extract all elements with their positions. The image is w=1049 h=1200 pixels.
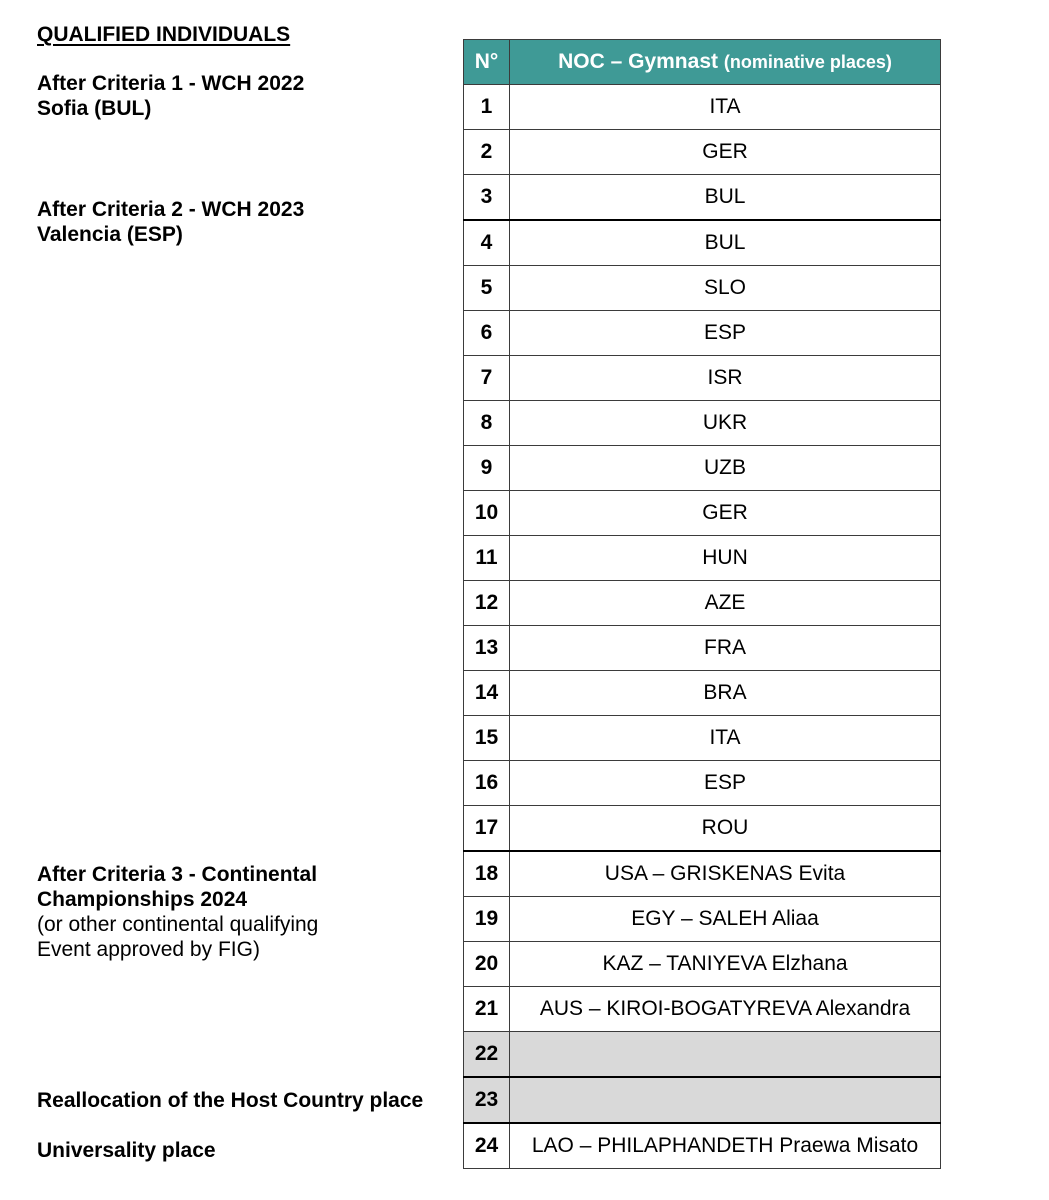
row-value: BUL	[510, 220, 941, 266]
table-row-empty	[464, 1032, 941, 1078]
row-number: 14	[464, 671, 510, 716]
row-value: UKR	[510, 401, 941, 446]
row-number: 24	[464, 1123, 510, 1169]
row-value: GER	[510, 130, 941, 175]
criteria-3-line-3: (or other continental qualifying	[37, 913, 319, 936]
row-number: 2	[464, 130, 510, 175]
table-row-empty	[464, 1077, 941, 1123]
header-main-text: NOC – Gymnast	[558, 50, 718, 73]
table-row	[464, 897, 941, 942]
row-number: 20	[464, 942, 510, 987]
table-row	[464, 671, 941, 716]
qualification-table	[463, 39, 941, 1169]
row-value: ESP	[510, 761, 941, 806]
row-value: BRA	[510, 671, 941, 716]
header-sub-text: (nominative places)	[723, 52, 892, 72]
row-value: ITA	[510, 716, 941, 761]
row-number: 10	[464, 491, 510, 536]
row-value	[510, 1077, 941, 1123]
table-row	[464, 356, 941, 401]
criteria-2-line-2: Valencia (ESP)	[37, 223, 183, 246]
row-value: EGY – SALEH Aliaa	[510, 897, 941, 942]
criteria-1-line-2: Sofia (BUL)	[37, 97, 152, 120]
table-row	[464, 581, 941, 626]
table-row	[464, 851, 941, 897]
row-value: BUL	[510, 175, 941, 221]
row-number: 9	[464, 446, 510, 491]
table-row	[464, 311, 941, 356]
row-value	[510, 1032, 941, 1078]
row-number: 16	[464, 761, 510, 806]
criteria-2-label	[37, 197, 447, 247]
row-number: 12	[464, 581, 510, 626]
table-row	[464, 401, 941, 446]
row-number: 4	[464, 220, 510, 266]
row-number: 3	[464, 175, 510, 221]
table-row	[464, 716, 941, 761]
header-noc-gymnast	[510, 40, 941, 85]
table-row	[464, 806, 941, 852]
table-row	[464, 446, 941, 491]
criteria-3-label	[37, 862, 447, 962]
host-reallocation-label	[37, 1088, 447, 1113]
table-row	[464, 761, 941, 806]
row-number: 1	[464, 85, 510, 130]
table-row	[464, 266, 941, 311]
row-number: 23	[464, 1077, 510, 1123]
table-row	[464, 626, 941, 671]
row-number: 22	[464, 1032, 510, 1078]
universality-label	[37, 1138, 447, 1163]
table-row	[464, 85, 941, 130]
table-row	[464, 1123, 941, 1169]
row-value: SLO	[510, 266, 941, 311]
row-number: 13	[464, 626, 510, 671]
table-row	[464, 220, 941, 266]
row-value: KAZ – TANIYEVA Elzhana	[510, 942, 941, 987]
table-row	[464, 491, 941, 536]
criteria-2-line-1: After Criteria 2 - WCH 2023	[37, 198, 305, 221]
criteria-3-line-2: Championships 2024	[37, 888, 248, 911]
row-value: LAO – PHILAPHANDETH Praewa Misato	[510, 1123, 941, 1169]
criteria-3-line-1: After Criteria 3 - Continental	[37, 863, 318, 886]
row-number: 8	[464, 401, 510, 446]
row-number: 11	[464, 536, 510, 581]
row-value: AZE	[510, 581, 941, 626]
row-value: FRA	[510, 626, 941, 671]
table-row	[464, 175, 941, 221]
row-value: ISR	[510, 356, 941, 401]
criteria-1-line-1: After Criteria 1 - WCH 2022	[37, 72, 305, 95]
row-value: ITA	[510, 85, 941, 130]
row-value: UZB	[510, 446, 941, 491]
table-header-row	[464, 40, 941, 85]
table-row	[464, 130, 941, 175]
row-number: 15	[464, 716, 510, 761]
table-row	[464, 536, 941, 581]
universality-line: Universality place	[37, 1139, 216, 1162]
criteria-1-label	[37, 71, 447, 121]
row-number: 7	[464, 356, 510, 401]
page-heading: QUALIFIED INDIVIDUALS	[37, 23, 291, 46]
row-value: HUN	[510, 536, 941, 581]
row-value: ESP	[510, 311, 941, 356]
host-reallocation-line: Reallocation of the Host Country place	[37, 1089, 424, 1112]
criteria-3-line-4: Event approved by FIG)	[37, 938, 260, 961]
row-number: 6	[464, 311, 510, 356]
row-number: 5	[464, 266, 510, 311]
row-number: 21	[464, 987, 510, 1032]
table-row	[464, 987, 941, 1032]
row-value: USA – GRISKENAS Evita	[510, 851, 941, 897]
header-number: N°	[464, 40, 510, 85]
row-number: 18	[464, 851, 510, 897]
row-number: 19	[464, 897, 510, 942]
row-value: GER	[510, 491, 941, 536]
row-value: ROU	[510, 806, 941, 852]
row-value: AUS – KIROI-BOGATYREVA Alexandra	[510, 987, 941, 1032]
table-row	[464, 942, 941, 987]
row-number: 17	[464, 806, 510, 852]
